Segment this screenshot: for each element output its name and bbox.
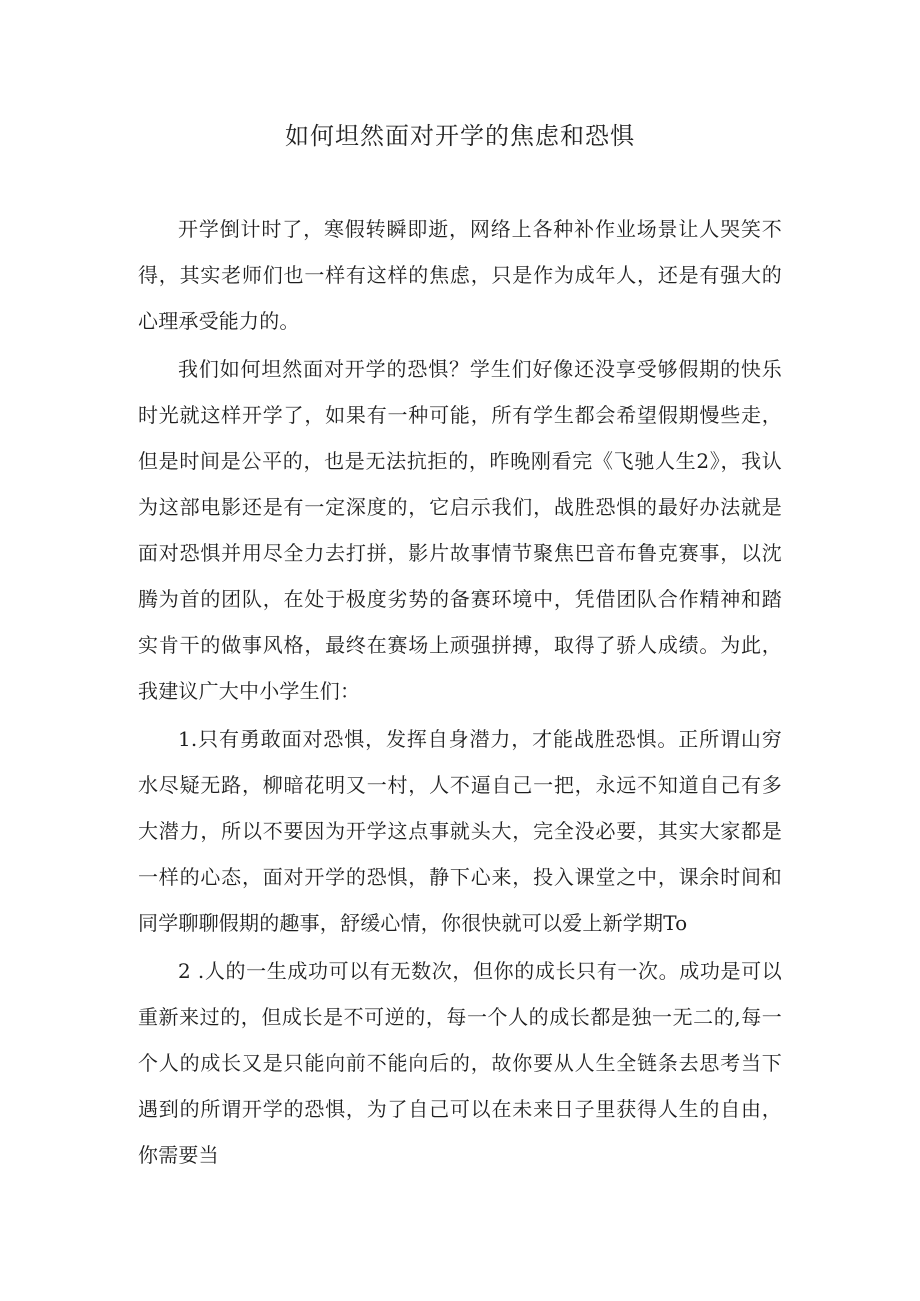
paragraph-point-1: 1.只有勇敢面对恐惧，发挥自身潜力，才能战胜恐惧。正所谓山穷水尽疑无路，柳暗花明又一村，人不逼自己一把，永远不知道自己有多大潜力，所以不要因为开学这点事就头大，完全没必要，其实大家都是一样的心态，面对开学的恐惧，静下心来，投入课堂之中，课余时间和同学聊聊假期的趣事，舒缓心情，你很快就可以爱上新学期To <box>138 727 782 935</box>
paragraph-point-2: 2 .人的一生成功可以有无数次，但你的成长只有一次。成功是可以重新来过的，但成长是不可逆的，每一个人的成长都是独一无二的,每一个人的成长又是只能向前不能向后的，故你要从人生全链条去思考当下遇到的所谓开学的恐惧，为了自己可以在未来日子里获得人生的自由，你需要当 <box>138 959 782 1167</box>
paragraph-question: 我们如何坦然面对开学的恐惧？学生们好像还没享受够假期的快乐时光就这样开学了，如果有一种可能，所有学生都会希望假期慢些走，但是时间是公平的，也是无法抗拒的，昨晚刚看完《飞驰人生2》，我认为这部电影还是有一定深度的，它启示我们，战胜恐惧的最好办法就是面对恐惧并用尽全力去打拼，影片故事情节聚焦巴音布鲁克赛事，以沈腾为首的团队，在处于极度劣势的备赛环境中，凭借团队合作精神和踏实肯干的做事风格，最终在赛场上顽强拼搏，取得了骄人成绩。为此，我建议广大中小学生们： <box>138 357 782 703</box>
paragraph-intro: 开学倒计时了，寒假转瞬即逝，网络上各种补作业场景让人哭笑不得，其实老师们也一样有这样的焦虑，只是作为成年人，还是有强大的心理承受能力的。 <box>138 217 782 333</box>
document-title: 如何坦然面对开学的焦虑和恐惧 <box>285 122 635 150</box>
document-body <box>138 206 782 1178</box>
